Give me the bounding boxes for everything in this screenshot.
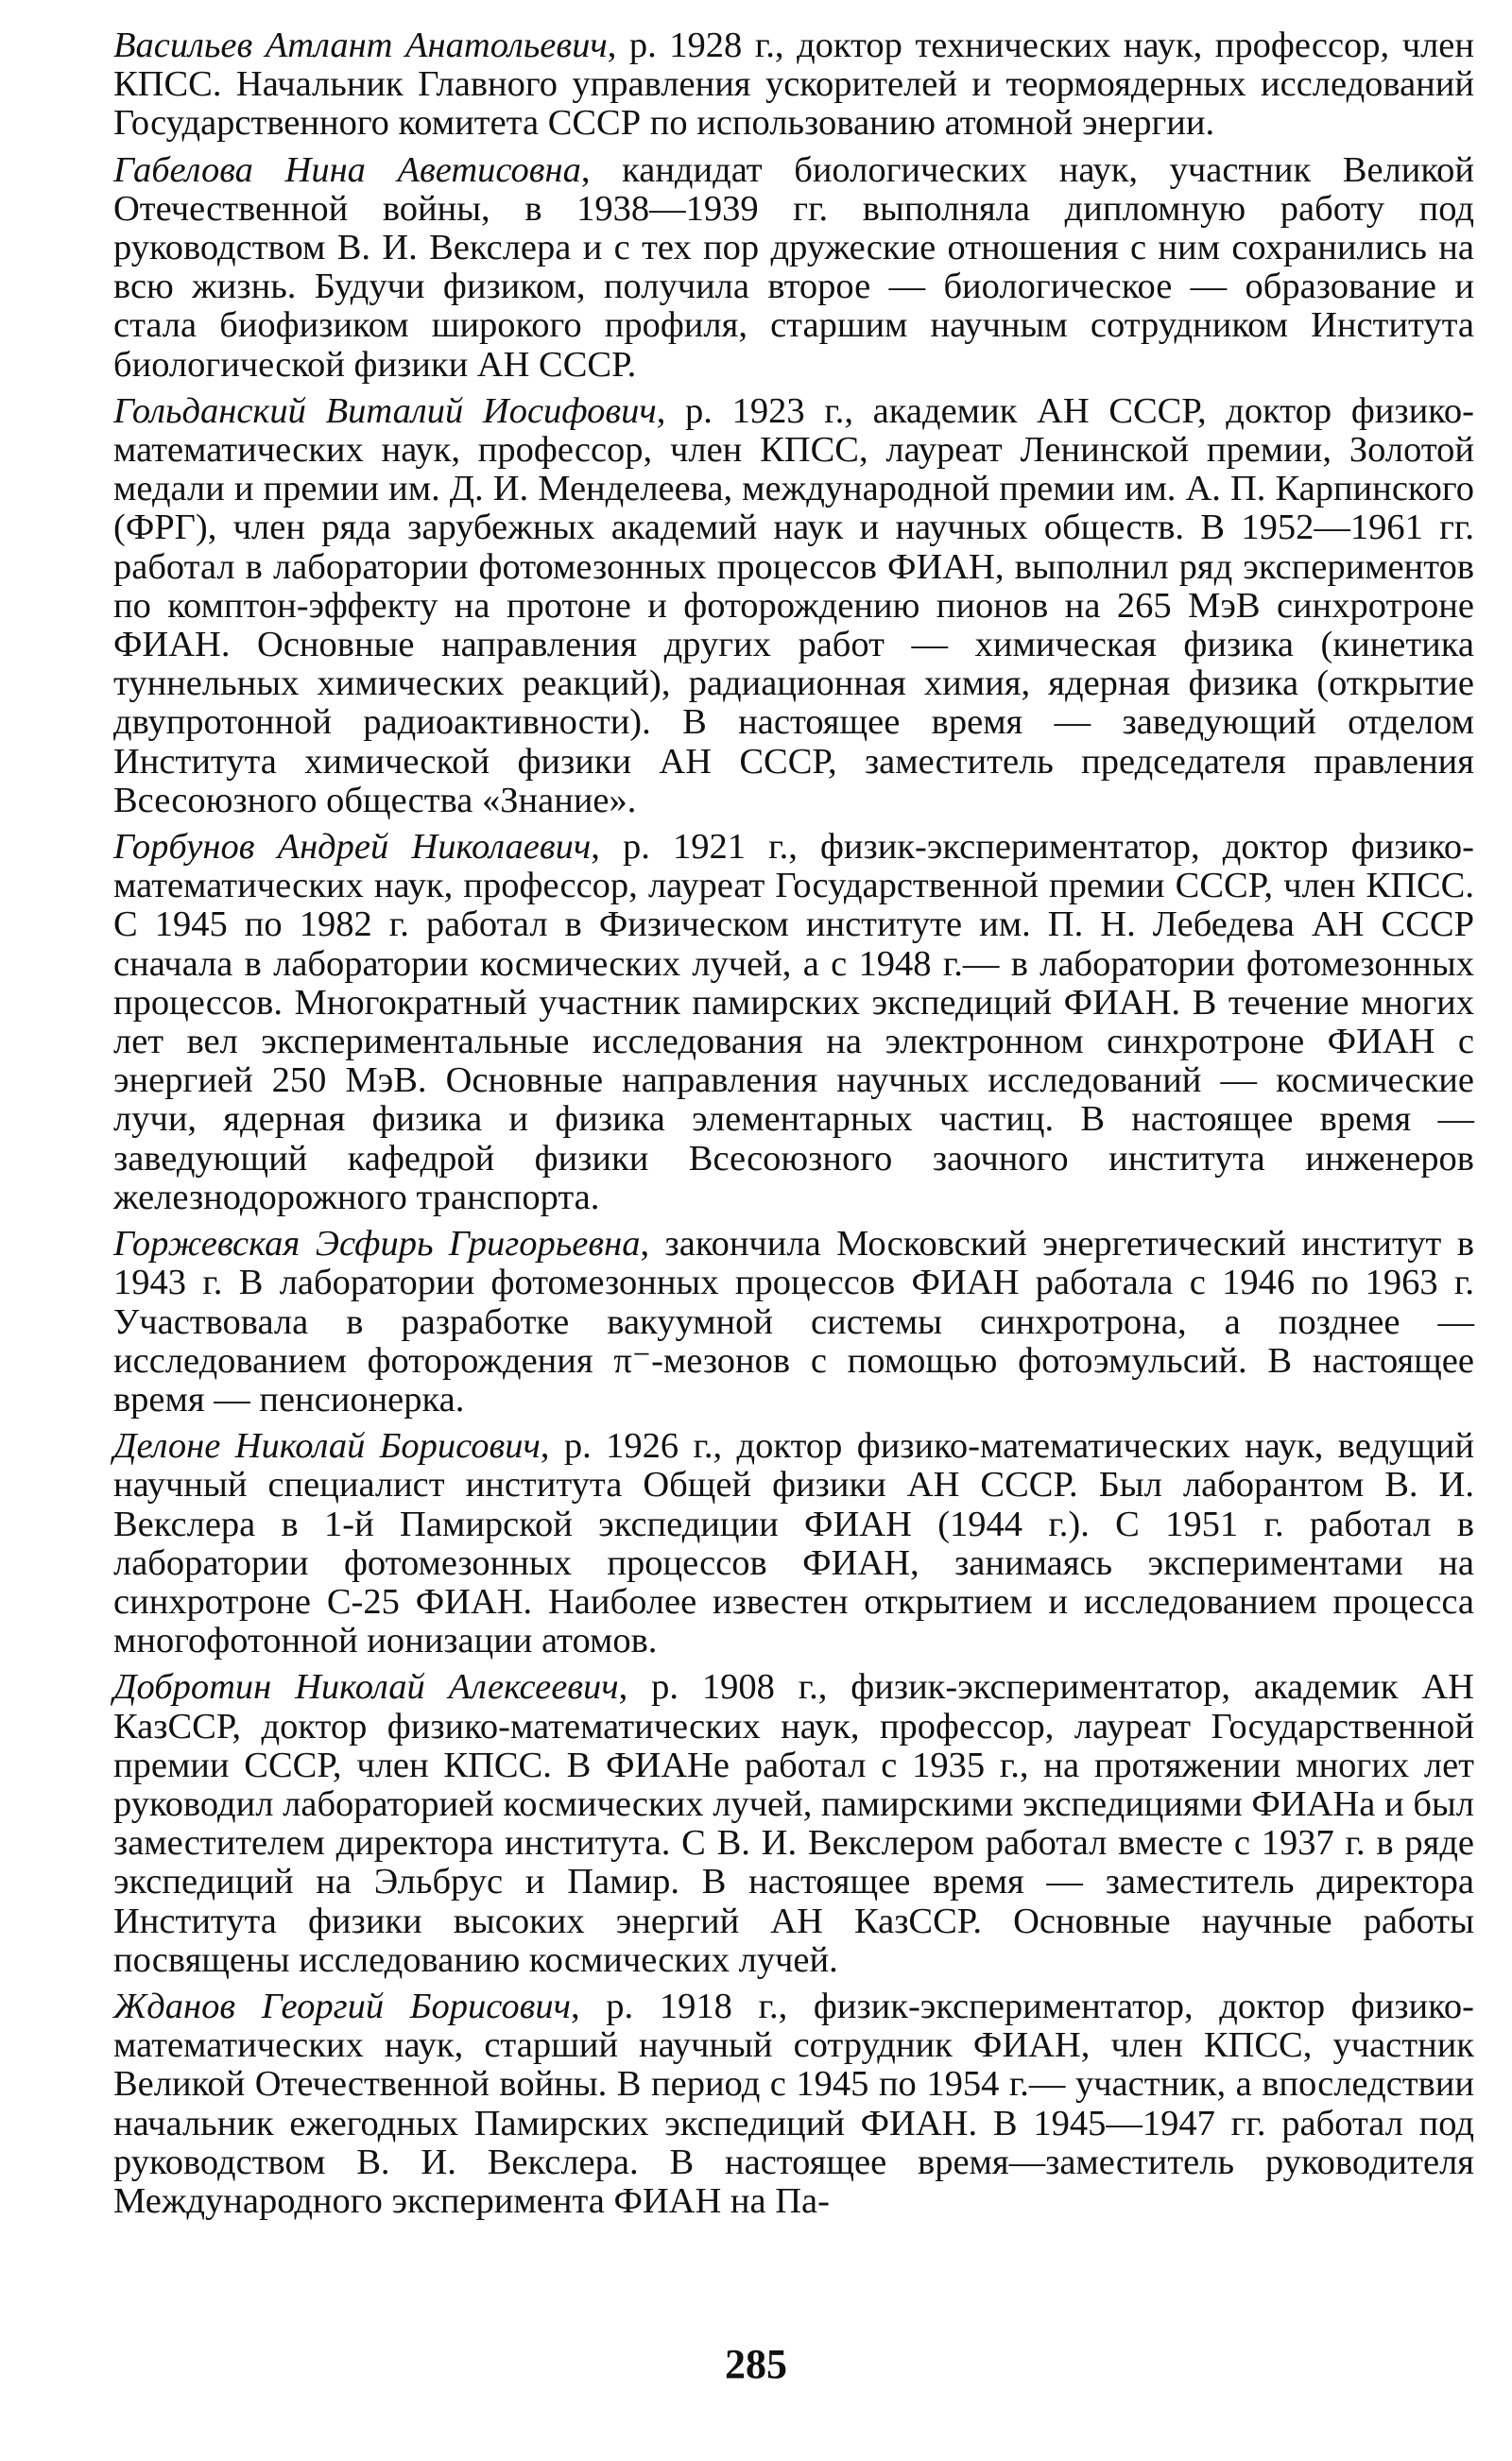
biography-entry-dobrotin <box>113 1668 1474 1980</box>
biography-entry-zhdanov <box>113 1988 1474 2221</box>
person-name: Горбунов Андрей Николаевич <box>113 827 592 868</box>
biography-entry-gorzhevskaya <box>113 1225 1474 1420</box>
biography-entry-goldansky <box>113 392 1474 820</box>
person-name: Горжевская Эсфирь Григорьевна <box>113 1224 641 1265</box>
biography-text: , закончила Московский энергетический институт в 1943 г. В лаборатории фотомезонных процессов ФИАН работала с 1946 по 1963 г. Участвовала в разработке вакуумной системы синхротрона, а позднее — исследованием фоторождения π⁻-мезонов с помощью фотоэмульсий. В настоящее время — пенсионерка. <box>113 1224 1474 1420</box>
biography-text: , р. 1928 г., доктор технических наук, профессор, член КПСС. Начальник Главного управления ускорителей и теормоядерных исследований Государственного комитета СССР по использованию атомной энергии. <box>113 26 1474 144</box>
biography-text: , р. 1926 г., доктор физико-математических наук, ведущий научный специалист института Общей физики АН СССР. Был лаборантом В. И. Векслера в 1-й Памирской экспедиции ФИАН (1944 г.). С 1951 г. работал в лаборатории фотомезонных процессов ФИАН, занимаясь экспериментами на синхротроне С-25 ФИАН. Наиболее известен открытием и исследованием процесса многофотонной ионизации атомов. <box>113 1426 1474 1661</box>
biography-entry-gabelova <box>113 151 1474 385</box>
person-name: Васильев Атлант Анатольевич <box>113 26 608 65</box>
person-name: Делоне Николай Борисович <box>113 1426 541 1467</box>
person-name: Жданов Георгий Борисович <box>113 1986 571 2026</box>
biography-entry-gorbunov <box>113 828 1474 1217</box>
person-name: Добротин Николай Алексеевич <box>113 1667 619 1708</box>
biography-text: , р. 1918 г., физик-экспериментатор, доктор физико-математических наук, старший научный сотрудник ФИАН, член КПСС, участник Великой Отечественной войны. В период с 1945 по 1954 г.— участник, а впоследствии начальник ежегодных Памирских экспедиций ФИАН. В 1945—1947 гг. работал под руководством В. И. Векслера. В настоящее время—заместитель руководителя Международного эксперимента ФИАН на Па- <box>113 1986 1474 2221</box>
document-page <box>113 26 1474 2229</box>
biography-text: , р. 1908 г., физик-экспериментатор, академик АН КазССР, доктор физико-математических наук, профессор, лауреат Государственной премии СССР, член КПСС. В ФИАНе работал с 1935 г., на протяжении многих лет руководил лабораторией космических лучей, памирскими экспедициями ФИАНа и был заместителем директора института. С В. И. Векслером работал вместе с 1937 г. в ряде экспедиций на Эльбрус и Памир. В настоящее время — заместитель директора Института физики высоких энергий АН КазССР. Основные научные работы посвящены исследованию космических лучей. <box>113 1667 1474 1980</box>
biography-text: , р. 1923 г., академик АН СССР, доктор физико-математических наук, профессор, член КПСС, лауреат Ленинской премии, Золотой медали и премии им. Д. И. Менделеева, международной премии им. А. П. Карпинского (ФРГ), член ряда зарубежных академий наук и научных обществ. В 1952—1961 гг. работал в лаборатории фотомезонных процессов ФИАН, выполнил ряд экспериментов по комптон-эффекту на протоне и фоторождению пионов на 265 МэВ синхротроне ФИАН. Основные направления других работ — химическая физика (кинетика туннельных химических реакций), радиационная химия, ядерная физика (открытие двупротонной радиоактивности). В настоящее время — заведующий отделом Института химической физики АН СССР, заместитель председателя правления Всесоюзного общества «Знание». <box>113 390 1475 820</box>
biography-entry-delone <box>113 1427 1474 1661</box>
biography-text: , кандидат биологических наук, участник Великой Отечественной войны, в 1938—1939 гг. выполняла дипломную работу под руководством В. И. Векслера и с тех пор дружеские отношения с ним сохранились на всю жизнь. Будучи физиком, получила второе — биологическое — образование и стала биофизиком широкого профиля, старшим научным сотрудником Института биологической физики АН СССР. <box>113 149 1474 385</box>
biography-text: , р. 1921 г., физик-экспериментатор, доктор физико-математических наук, профессор, лауреат Государственной премии СССР, член КПСС. С 1945 по 1982 г. работал в Физическом институте им. П. Н. Лебедева АН СССР сначала в лаборатории космических лучей, а с 1948 г.— в лаборатории фотомезонных процессов. Многократный участник памирских экспедиций ФИАН. В течение многих лет вел экспериментальные исследования на электронном синхротроне ФИАН с энергией 250 МэВ. Основные направления научных исследований — космические лучи, ядерная физика и физика элементарных частиц. В настоящее время — заведующий кафедрой физики Всесоюзного заочного института инженеров железнодорожного транспорта. <box>113 827 1474 1217</box>
person-name: Габелова Нина Аветисовна <box>113 149 581 190</box>
page-number: 285 <box>725 2341 787 2387</box>
biography-entry-vasiliev <box>113 26 1474 144</box>
person-name: Гольданский Виталий Иосифович <box>113 390 657 431</box>
